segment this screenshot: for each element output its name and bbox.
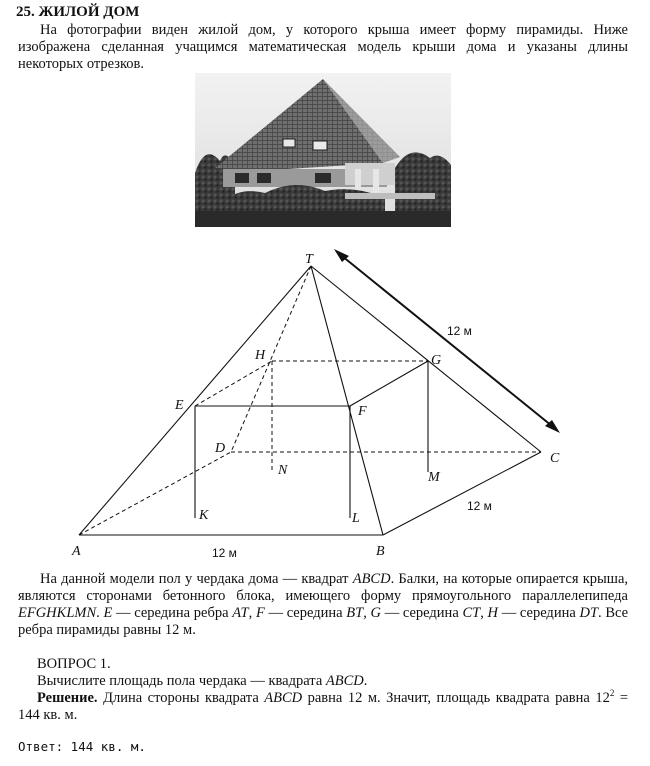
label-b: B	[376, 544, 385, 559]
intro-paragraph: На фотографии виден жилой дом, у которого крыша имеет форму пирамиды. Ниже изображена сделанная учащимся математическая модель крыши дома и указаны длины некоторых отрезков.	[18, 22, 628, 72]
label-c: C	[550, 451, 560, 466]
question-text: Вычислите площадь пола чердака — квадрата ABCD.	[37, 673, 368, 689]
dimension-tc: 12 м	[447, 324, 472, 338]
label-e: E	[175, 398, 184, 413]
label-f: F	[358, 404, 367, 419]
house-photo	[195, 73, 451, 227]
model-description: На данной модели пол у чердака дома — квадрат ABCD. Балки, на которые опирается крыша, являются сторонами бетонного блока, имеющего форму прямоугольного параллелепипеда EFGHKLMN. E — середина ребра AT, F — середина BT, G — середина CT, H — середина DT. Все ребра пирамиды равны 12 м.	[18, 571, 629, 638]
label-m: M	[428, 470, 440, 485]
label-t: T	[305, 252, 313, 267]
dimension-arrow-tc	[342, 256, 552, 426]
label-g: G	[431, 353, 442, 368]
block-edge-fg	[350, 361, 428, 406]
pyramid-diagram	[0, 240, 650, 570]
problem-title: 25. ЖИЛОЙ ДОМ	[16, 4, 140, 20]
dimension-ab: 12 м	[212, 546, 237, 560]
label-a: A	[72, 544, 81, 559]
label-d: D	[215, 441, 226, 456]
solution: Решение. Длина стороны квадрата ABCD равна 12 м. Значит, площадь квадрата равна $12^2 = 144$ кв. м.	[18, 688, 628, 723]
label-k: K	[199, 508, 209, 523]
edge-tb	[311, 266, 383, 535]
label-l: L	[352, 511, 360, 526]
label-n: N	[278, 463, 288, 478]
edge-tc	[311, 266, 541, 452]
dimension-bc: 12 м	[467, 499, 492, 513]
answer: Ответ: 144 кв. м.	[18, 739, 146, 754]
edge-td-hidden	[231, 266, 311, 452]
edge-bc	[383, 452, 541, 535]
label-h: H	[255, 348, 266, 363]
question-heading: ВОПРОС 1.	[37, 656, 111, 672]
